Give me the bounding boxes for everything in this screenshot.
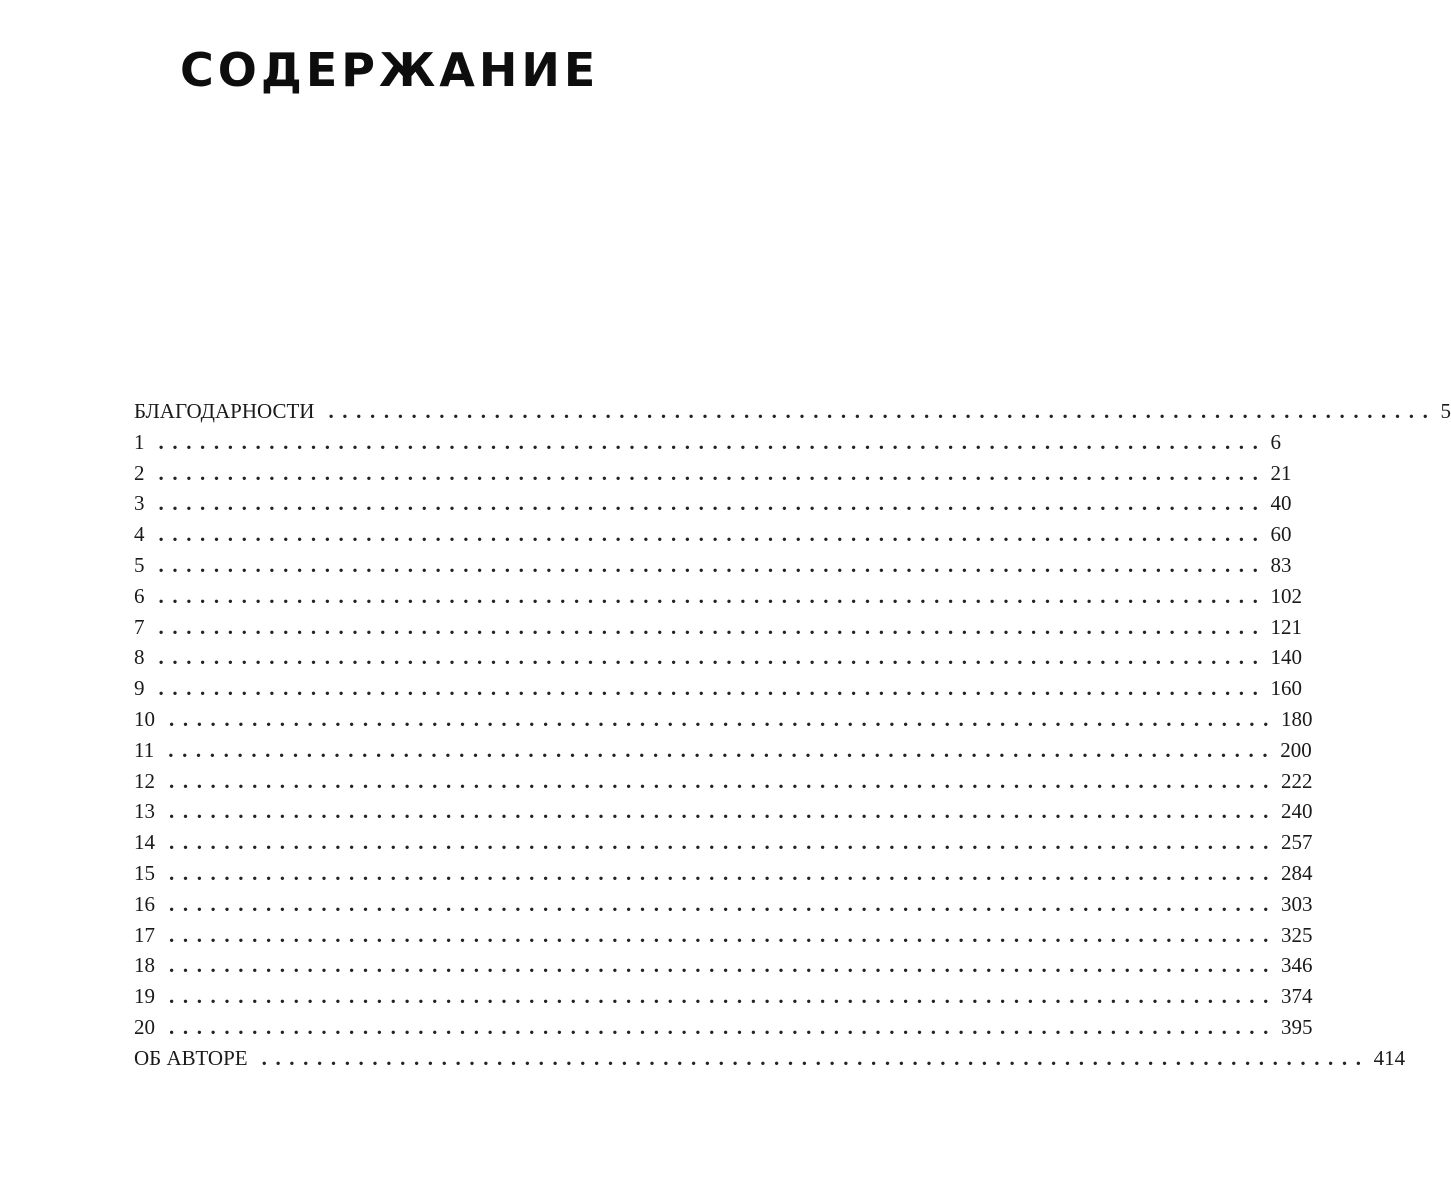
dot-leader: ................................................................................ [169,799,1277,824]
toc-entry[interactable] [134,950,1313,981]
toc-entry-page: 374 [1281,984,1313,1009]
toc-entry-page: 346 [1281,953,1313,978]
dot-leader: ................................................................................ [169,706,1277,731]
toc-entry-label: 9 [134,676,145,701]
toc-entry[interactable] [134,673,1302,704]
toc-entry[interactable] [134,458,1292,489]
toc-entry-label: 13 [134,799,155,824]
toc-entry-page: 240 [1281,799,1313,824]
toc-entry[interactable] [134,550,1292,581]
toc-entry-label: 6 [134,583,145,608]
dot-leader: ................................................................................ [158,491,1267,516]
dot-leader: ................................................................................ [169,922,1277,947]
toc-entry-label: 17 [134,922,155,947]
dot-leader: ................................................................................ [158,552,1267,577]
dot-leader: ................................................................................ [158,429,1267,454]
toc-entry-label: 16 [134,891,155,916]
toc-entry[interactable] [134,1043,1406,1074]
toc-entry-label: 7 [134,614,145,639]
toc-entry-label: 20 [134,1014,155,1039]
dot-leader: ................................................................................ [158,614,1267,639]
toc-entry[interactable] [134,1012,1313,1043]
toc-entry[interactable] [134,427,1281,458]
dot-leader: ................................................................................ [169,860,1277,885]
toc-entry-page: 21 [1270,460,1292,485]
toc-entry-label: ОБ АВТОРЕ [134,1045,248,1070]
toc-entry-label: 3 [134,491,145,516]
dot-leader: ................................................................................ [169,984,1277,1009]
dot-leader: ................................................................................ [169,768,1277,793]
toc-entry-label: 12 [134,768,155,793]
toc-entry-label: 15 [134,860,155,885]
toc-entry[interactable] [134,704,1313,735]
toc-entry-page: 160 [1270,676,1302,701]
toc-entry-page: 284 [1281,860,1313,885]
toc-entry-page: 102 [1270,583,1302,608]
toc-entry-page: 414 [1373,1045,1406,1070]
toc-entry[interactable] [134,766,1313,797]
toc-entry[interactable] [134,519,1292,550]
dot-leader: ................................................................................ [158,583,1267,608]
dot-leader: ................................................................................ [158,645,1267,670]
toc-entry[interactable] [134,981,1313,1012]
toc-entry-label: 18 [134,953,155,978]
toc-entry-label: 5 [134,552,145,577]
toc-entry[interactable] [134,396,1451,427]
dot-leader: ................................................................................ [158,676,1267,701]
page-title: СОДЕРЖАНИЕ [180,43,600,97]
toc-entry-label: 19 [134,984,155,1009]
toc-entry-page: 257 [1281,830,1313,855]
toc-entry[interactable] [134,827,1313,858]
dot-leader: ................................................................................ [261,1045,1370,1070]
dot-leader: ................................................................................ [328,399,1437,423]
toc-entry-page: 303 [1281,891,1313,916]
toc-entry[interactable] [134,796,1313,827]
toc-entry-label: 1 [134,429,145,454]
toc-entry-label: 11 [134,737,155,762]
toc-entry-page: 121 [1270,614,1302,639]
toc-entry-label: 4 [134,522,145,547]
toc-entry[interactable] [134,488,1292,519]
dot-leader: ................................................................................ [169,830,1277,855]
dot-leader: ................................................................................ [169,1014,1277,1039]
toc-entry-label: БЛАГОДАРНОСТИ [134,399,315,423]
toc-entry[interactable] [134,858,1313,889]
toc-entry[interactable] [134,642,1302,673]
toc-entry-page: 180 [1281,706,1313,731]
toc-entry-page: 200 [1280,737,1312,762]
toc-entry[interactable] [134,581,1302,612]
toc-entry[interactable] [134,735,1312,766]
toc-entry-page: 395 [1281,1014,1313,1039]
toc-entry-label: 10 [134,706,155,731]
toc-entry-page: 140 [1270,645,1302,670]
dot-leader: ................................................................................ [158,522,1267,547]
dot-leader: ................................................................................ [169,953,1277,978]
toc-entry-page: 40 [1270,491,1292,516]
toc-entry-page: 60 [1270,522,1292,547]
dot-leader: ................................................................................ [158,460,1267,485]
toc-entry-label: 8 [134,645,145,670]
toc-entry[interactable] [134,612,1302,643]
toc-entry[interactable] [134,920,1313,951]
toc-entry-label: 2 [134,460,145,485]
toc-entry-page: 222 [1281,768,1313,793]
toc-entry[interactable] [134,889,1313,920]
toc-entry-page: 325 [1281,922,1313,947]
dot-leader: ................................................................................ [168,737,1277,762]
toc-entry-page: 83 [1270,552,1292,577]
table-of-contents [134,396,1451,1074]
toc-entry-label: 14 [134,830,155,855]
dot-leader: ................................................................................ [169,891,1277,916]
toc-entry-page: 6 [1270,429,1281,454]
toc-entry-page: 5 [1440,399,1451,423]
